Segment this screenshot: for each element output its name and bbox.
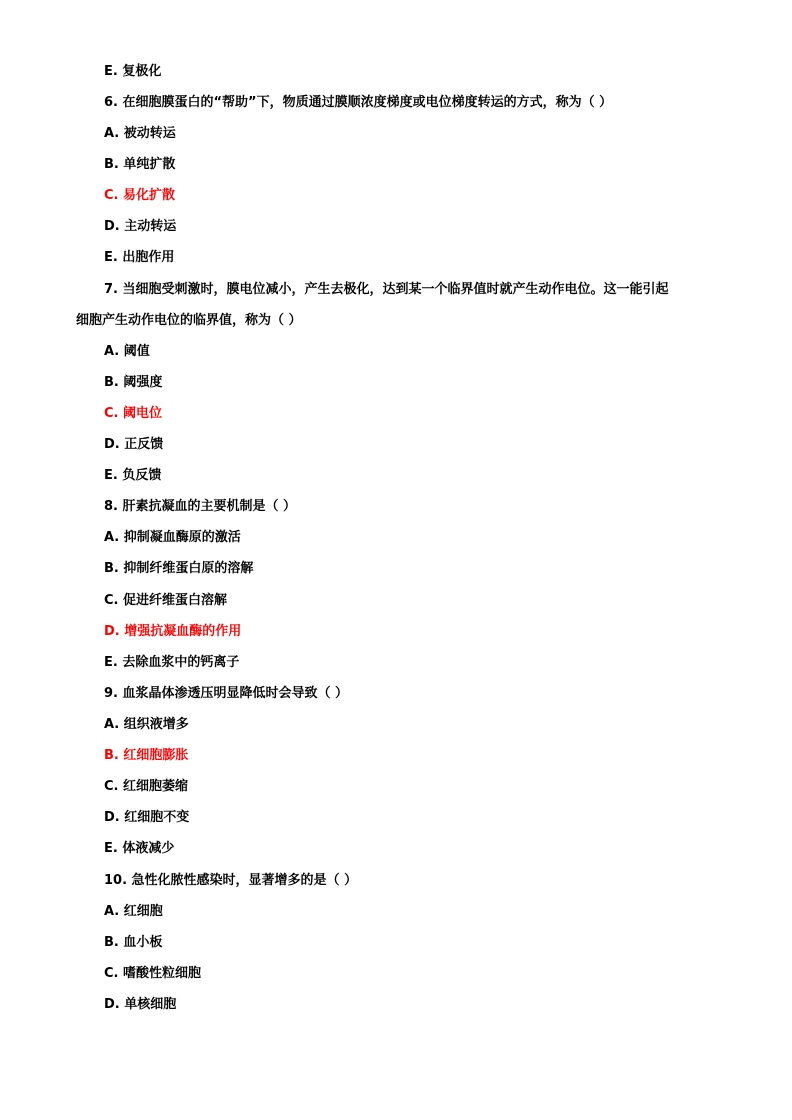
q8-option-d-answer: D. 增强抗凝血酶的作用: [104, 624, 242, 639]
q7-option-e: E. 负反馈: [104, 468, 162, 483]
q7-option-a: A. 阈值: [104, 344, 150, 359]
q6-option-e: E. 出胞作用: [104, 250, 175, 265]
q10-option-c: C. 嗜酸性粒细胞: [104, 966, 202, 981]
q10-option-d: D. 单核细胞: [104, 997, 177, 1012]
q6-option-d: D. 主动转运: [104, 219, 177, 234]
q8-question: 8. 肝素抗凝血的主要机制是（ ）: [104, 499, 297, 514]
q6-option-c-answer: C. 易化扩散: [104, 188, 176, 203]
q6-question: 6. 在细胞膜蛋白的“帮助”下，物质通过膜顺浓度梯度或电位梯度转运的方式，称为（ ）: [104, 95, 613, 110]
q6-option-a: A. 被动转运: [104, 126, 176, 141]
q10-option-b: B. 血小板: [104, 935, 163, 950]
q7-option-b: B. 阈强度: [104, 375, 163, 390]
q9-option-b-answer: B. 红细胞膨胀: [104, 748, 189, 763]
q9-option-d: D. 红细胞不变: [104, 810, 190, 825]
q8-option-b: B. 抑制纤维蛋白原的溶解: [104, 561, 254, 576]
q8-option-a: A. 抑制凝血酶原的激活: [104, 530, 241, 545]
q10-question: 10. 急性化脓性感染时，显著增多的是（ ）: [104, 873, 358, 888]
q9-option-c: C. 红细胞萎缩: [104, 779, 189, 794]
q7-question: 7. 当细胞受刺激时，膜电位减小，产生去极化，达到某一个临界值时就产生动作电位。这一能引起: [104, 282, 669, 297]
q8-option-c: C. 促进纤维蛋白溶解: [104, 593, 228, 608]
q6-option-b: B. 单纯扩散: [104, 157, 176, 172]
q5-option-e: E. 复极化: [104, 64, 162, 79]
q9-option-a: A. 组织液增多: [104, 717, 189, 732]
q7-option-d: D. 正反馈: [104, 437, 164, 452]
q9-question: 9. 血浆晶体渗透压明显降低时会导致（ ）: [104, 686, 349, 701]
q10-option-a: A. 红细胞: [104, 904, 163, 919]
q7-question-cont: 细胞产生动作电位的临界值，称为（ ）: [76, 313, 302, 328]
q7-option-c-answer: C. 阈电位: [104, 406, 163, 421]
q9-option-e: E. 体液减少: [104, 841, 175, 856]
q8-option-e: E. 去除血浆中的钙离子: [104, 655, 240, 670]
